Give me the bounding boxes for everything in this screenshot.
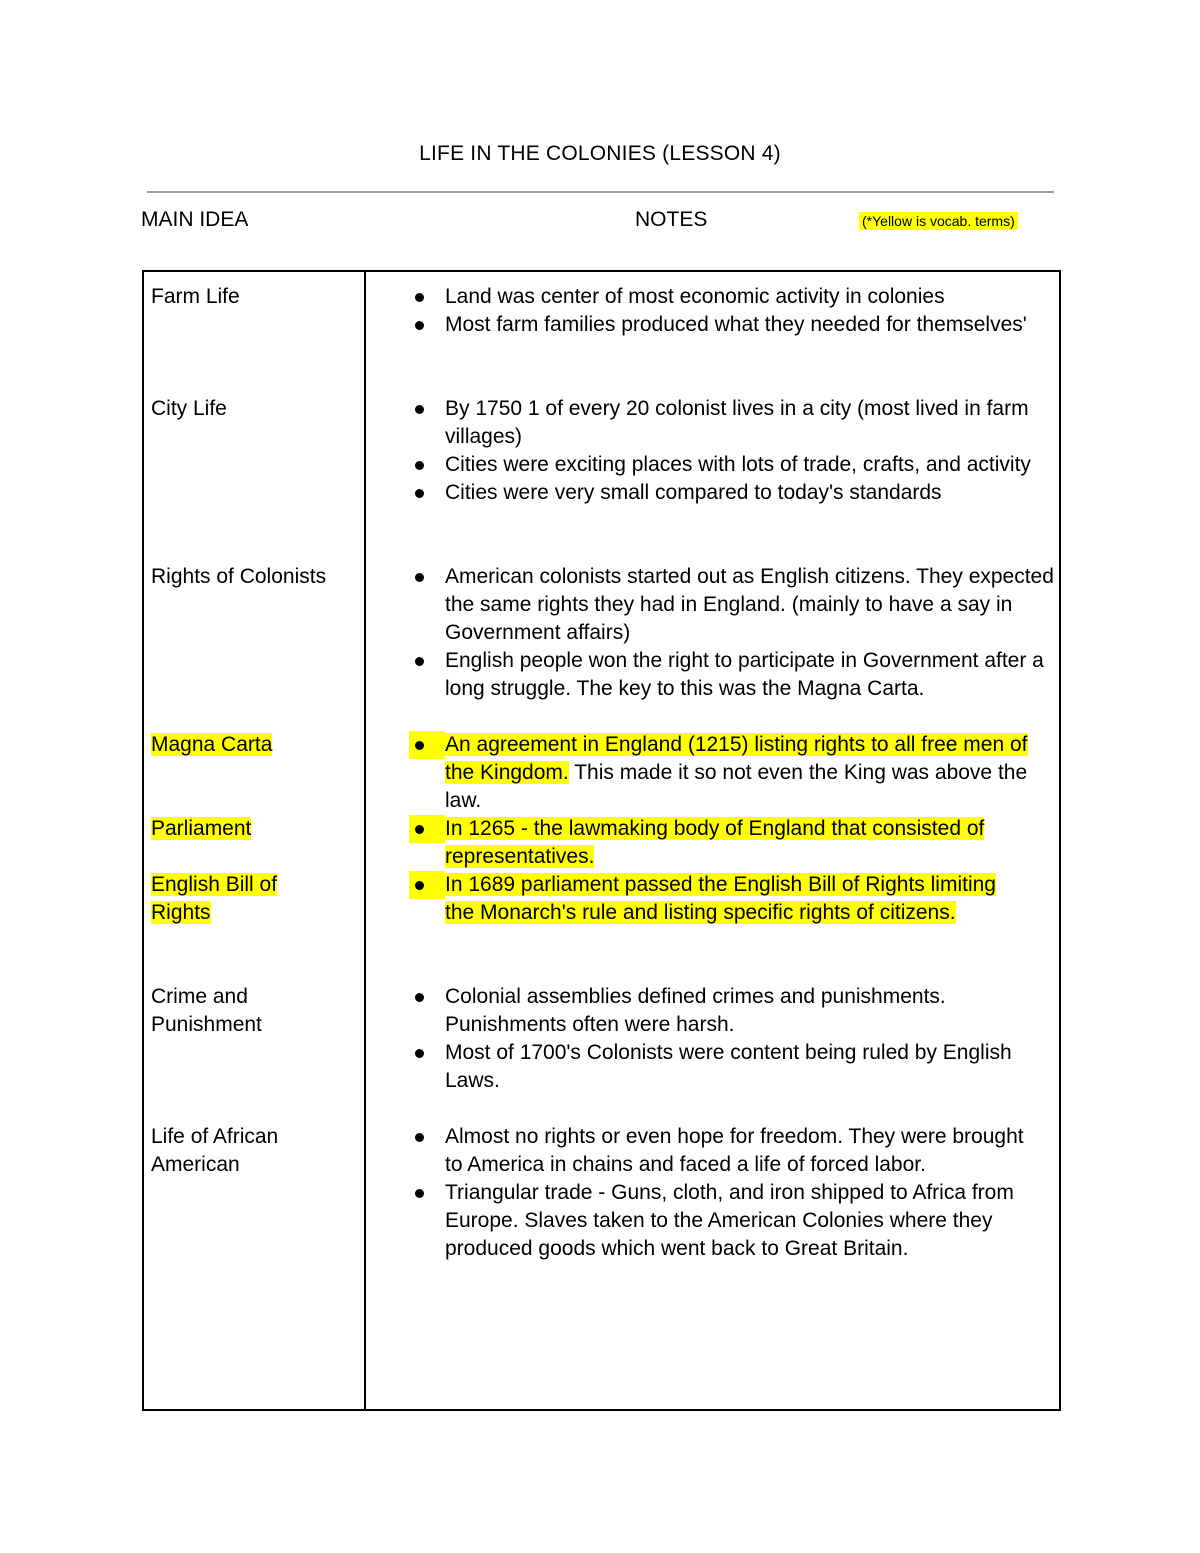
list-item: By 1750 1 of every 20 colonist lives in a city (most lived in farm villages) (409, 395, 1054, 451)
bullet-icon (415, 825, 424, 834)
bullet-icon (415, 1133, 424, 1142)
notes-header: NOTES (635, 208, 708, 231)
notes-farm-life (409, 283, 1054, 339)
list-item: An agreement in England (1215) listing rights to all free men of the Kingdom. This made it so not even the King was above the law. (409, 731, 1054, 815)
bullet-icon (415, 993, 424, 1002)
list-item: English people won the right to participate in Government after a long struggle. The key to this was the Magna Carta. (409, 647, 1054, 703)
vocab-term: Parliament (151, 817, 252, 840)
main-idea-crime-and-punishment: Crime and Punishment (151, 985, 262, 1036)
notes-parliament (409, 815, 1054, 871)
notes-english-bill-of-rights (409, 871, 1019, 927)
vocab-term: Magna Carta (151, 733, 273, 756)
bullet-icon (415, 1189, 424, 1198)
bullet-icon (415, 405, 424, 414)
main-idea-parliament (151, 815, 356, 843)
bullet-icon (415, 573, 424, 582)
list-item: Land was center of most economic activity in colonies (409, 283, 1054, 311)
list-item: Most of 1700's Colonists were content being ruled by English Laws. (409, 1039, 1019, 1095)
vocab-definition: In 1265 - the lawmaking body of England that consisted of representatives. (445, 817, 985, 868)
list-item: Almost no rights or even hope for freedom. They were brought to America in chains and faced a life of forced labor. (409, 1123, 1034, 1179)
main-idea-farm-life: Farm Life (151, 285, 240, 308)
notes-life-of-african-american (409, 1123, 1034, 1263)
main-idea-life-of-african-american: Life of African American (151, 1125, 279, 1176)
list-item: Colonial assemblies defined crimes and punishments. Punishments often were harsh. (409, 983, 1019, 1039)
main-idea-english-bill-of-rights (151, 871, 301, 927)
notes-crime-and-punishment (409, 983, 1019, 1095)
page-title: LIFE IN THE COLONIES (LESSON 4) (419, 142, 781, 165)
bullet-icon (415, 321, 424, 330)
list-item: Triangular trade - Guns, cloth, and iron shipped to Africa from Europe. Slaves taken to the American Colonies where they produced goods which went back to Great Britain. (409, 1179, 1034, 1263)
notes-rights-of-colonists (409, 563, 1054, 703)
notes-city-life (409, 395, 1054, 507)
vocab-legend: (*Yellow is vocab. terms) (859, 212, 1018, 230)
main-idea-magna-carta (151, 731, 356, 759)
list-item: Cities were exciting places with lots of trade, crafts, and activity (409, 451, 1054, 479)
list-item: American colonists started out as English citizens. They expected the same rights they had in England. (mainly to have a say in Government affairs) (409, 563, 1054, 647)
title-divider (147, 191, 1054, 193)
bullet-icon (415, 881, 424, 890)
list-item: Cities were very small compared to today's standards (409, 479, 1054, 507)
bullet-icon (415, 741, 424, 750)
bullet-icon (415, 1049, 424, 1058)
notes-magna-carta (409, 731, 1054, 815)
bullet-icon (415, 293, 424, 302)
vocab-term: English Bill of Rights (151, 873, 278, 924)
vocab-definition: An agreement in England (1215) listing rights to all free men of the Kingdom. (445, 733, 1028, 784)
list-item (409, 815, 1054, 871)
bullet-icon (415, 461, 424, 470)
main-idea-header: MAIN IDEA (141, 208, 249, 231)
bullet-icon (415, 657, 424, 666)
list-item (409, 871, 1019, 927)
list-item: Most farm families produced what they needed for themselves' (409, 311, 1054, 339)
main-idea-city-life: City Life (151, 397, 227, 420)
bullet-icon (415, 489, 424, 498)
main-idea-rights-of-colonists: Rights of Colonists (151, 565, 327, 588)
column-divider (364, 270, 366, 1411)
vocab-definition: In 1689 parliament passed the English Bill of Rights limiting the Monarch's rule and listing specific rights of citizens. (445, 873, 996, 924)
